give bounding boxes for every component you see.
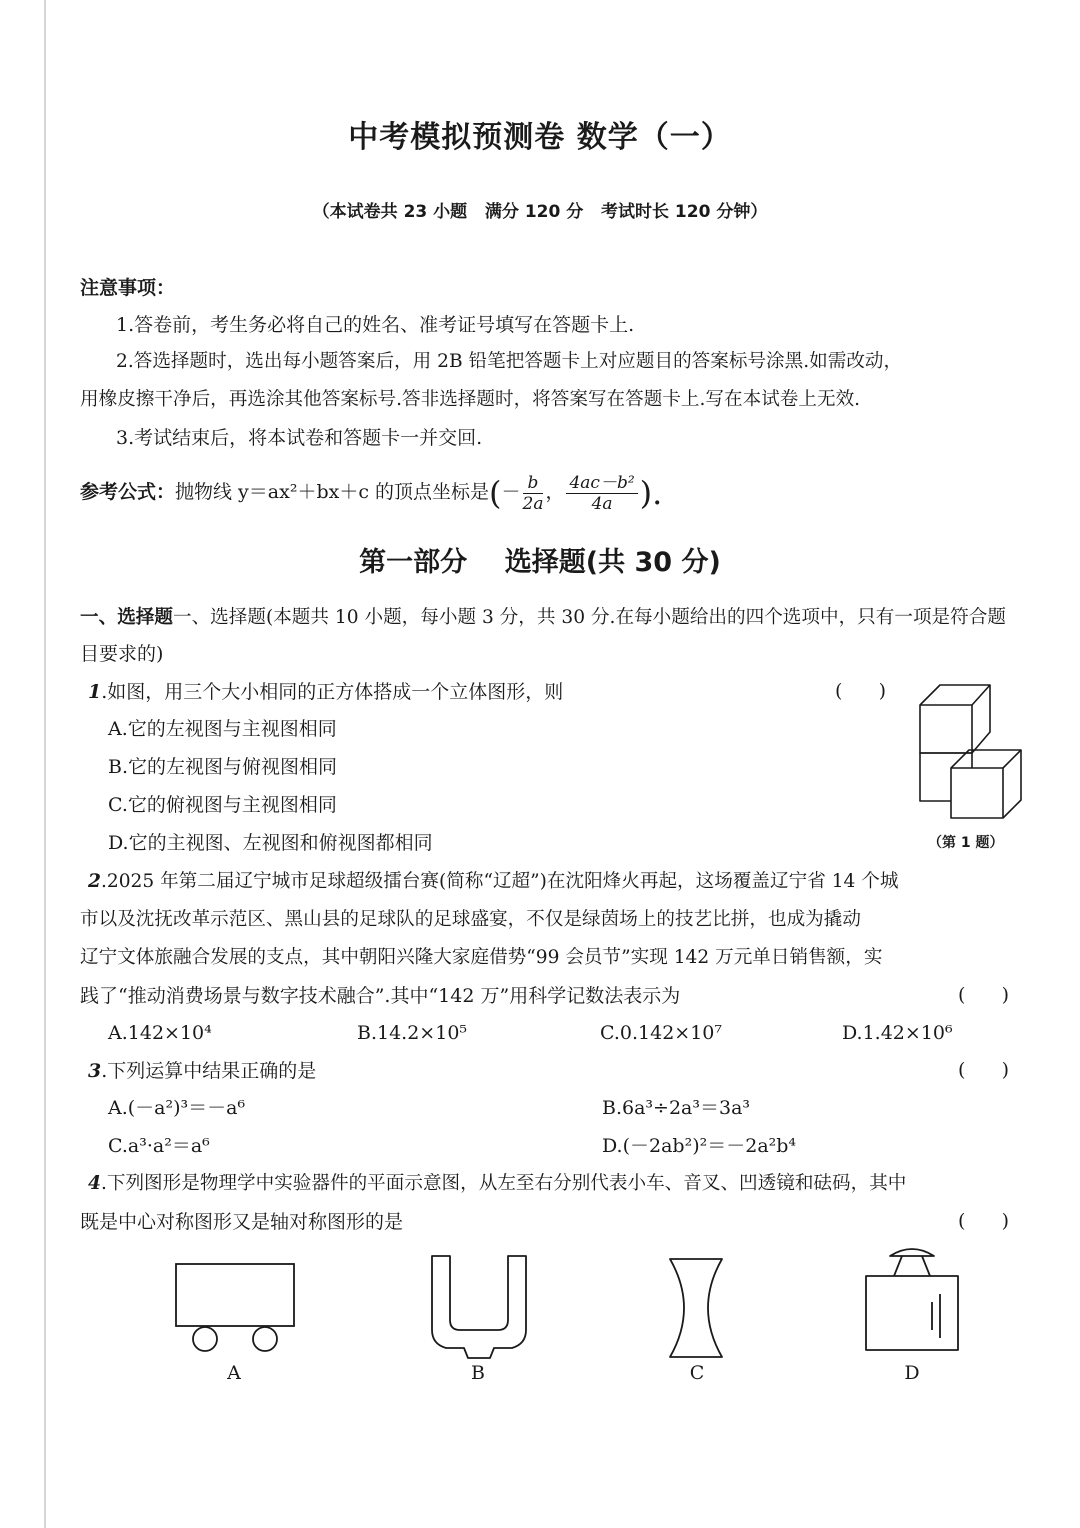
q3-option-d: D.(－2ab²)²＝－2a²b⁴	[602, 1135, 797, 1157]
concave-lens-figure	[666, 1256, 726, 1360]
tuning-fork-figure	[428, 1252, 530, 1360]
part-one-title: 第一部分 选择题(共 30 分)	[359, 547, 721, 578]
instr-text: 一、选择题(本题共 10 小题，每小题 3 分，共 30 分.在每小题给出的四个选项中，只有一项是符合题	[172, 607, 1006, 628]
weight-figure	[862, 1244, 962, 1360]
q2-stem-line-4: 践了“推动消费场景与数字技术融合”.其中“142 万”用科学记数法表示为	[80, 985, 681, 1007]
frac2-denominator: 4a	[591, 493, 613, 514]
notice-item-3: 3.考试结束后，将本试卷和答题卡一并交回.	[116, 427, 483, 449]
notice-item-2-line-2: 用橡皮擦干净后，再选涂其他答案标号.答非选择题时，将答案写在答题卡上.写在本试卷上无效.	[80, 389, 861, 410]
q1-option-d: D.它的主视图、左视图和俯视图都相同	[108, 832, 433, 854]
q4-answer-paren: ( )	[958, 1210, 1010, 1232]
q4-stem-line-1	[88, 1172, 906, 1196]
q3-stem	[88, 1059, 316, 1083]
cart-figure	[172, 1260, 302, 1360]
q2-option-c: C.0.142×10⁷	[600, 1022, 723, 1044]
frac1-numerator: b	[523, 473, 544, 494]
q2-answer-paren: ( )	[958, 984, 1010, 1006]
formula-close-paren: ).	[639, 474, 663, 512]
fraction-b-over-2a	[523, 473, 544, 514]
q2-number: 2	[88, 871, 101, 892]
q1-stem	[88, 680, 563, 704]
q1-figure-caption: （第 1 题）	[928, 835, 1004, 851]
q3-option-a: A.(－a²)³＝－a⁶	[108, 1097, 246, 1119]
q3-option-b: B.6a³÷2a³＝3a³	[602, 1097, 751, 1119]
notice-heading: 注意事项：	[80, 277, 176, 299]
q3-stem-text: .下列运算中结果正确的是	[101, 1060, 317, 1082]
exam-title: 中考模拟预测卷 数学（一）	[348, 120, 732, 155]
formula-label: 参考公式：	[80, 481, 176, 503]
q2-stem-line-2: 市以及沈抚改革示范区、黑山县的足球队的足球盛宴，不仅是绿茵场上的技艺比拼，也成为撬动	[80, 909, 861, 930]
section-instructions-line-2: 目要求的)	[80, 643, 164, 665]
q1-option-c: C.它的俯视图与主视图相同	[108, 794, 337, 816]
frac2-numerator: 4ac－b²	[566, 473, 637, 494]
formula-open-paren: (	[489, 474, 502, 512]
q4-figure-label-c: C	[689, 1362, 705, 1384]
q1-answer-paren: ( )	[835, 680, 887, 702]
exam-subtitle: （本试卷共 23 小题 满分 120 分 考试时长 120 分钟）	[312, 202, 768, 222]
q2-option-d: D.1.42×10⁶	[842, 1022, 953, 1044]
q4-stem-line-2: 既是中心对称图形又是轴对称图形的是	[80, 1211, 404, 1233]
q1-cubes-figure	[915, 680, 1030, 825]
q3-option-c: C.a³·a²＝a⁶	[108, 1135, 210, 1157]
formula-text: 抛物线 y＝ax²＋bx＋c 的顶点坐标是	[175, 481, 490, 503]
q3-answer-paren: ( )	[958, 1059, 1010, 1081]
q4-figure-label-a: A	[227, 1362, 241, 1384]
fraction-4ac-b2-over-4a	[566, 473, 637, 514]
q1-option-a: A.它的左视图与主视图相同	[108, 718, 337, 740]
formula-comma: ，	[545, 481, 565, 503]
q4-number: 4	[88, 1173, 101, 1194]
q2-option-b: B.14.2×10⁵	[357, 1022, 468, 1044]
binding-edge	[44, 0, 46, 1528]
q1-option-b: B.它的左视图与俯视图相同	[108, 756, 338, 778]
q2-stem-line-1	[88, 870, 898, 894]
notice-item-1: 1.答卷前，考生务必将自己的姓名、准考证号填写在答题卡上.	[116, 314, 635, 336]
q2-stem-line-3: 辽宁文体旅融合发展的支点，其中朝阳兴隆大家庭借势“99 会员节”实现 142 万元单日销售额，实	[80, 947, 883, 968]
q3-number: 3	[88, 1060, 102, 1082]
section-instructions-line-1: 一、选择题一、选择题(本题共 10 小题，每小题 3 分，共 30 分.在每小题给出的四个选项中，只有一项是符合题	[80, 607, 1006, 628]
q1-number: 1	[88, 681, 102, 703]
q1-stem-text: .如图，用三个大小相同的正方体搭成一个立体图形，则	[101, 681, 564, 703]
q4-figure-label-b: B	[471, 1362, 485, 1384]
formula-minus: －	[501, 481, 521, 503]
reference-formula	[80, 470, 662, 515]
q4-line-1-text: .下列图形是物理学中实验器件的平面示意图，从左至右分别代表小车、音叉、凹透镜和砝码，其中	[100, 1173, 907, 1194]
q2-line-1-text: .2025 年第二届辽宁城市足球超级擂台赛(简称“辽超”)在沈阳烽火再起，这场覆盖辽宁省 14 个城	[100, 871, 899, 892]
q2-option-a: A.142×10⁴	[108, 1022, 212, 1044]
q4-figure-label-d: D	[904, 1362, 920, 1384]
frac1-denominator: 2a	[522, 493, 544, 514]
notice-item-2-line-1: 2.答选择题时，选出每小题答案后，用 2B 铅笔把答题卡上对应题目的答案标号涂黑.如需改动，	[116, 351, 903, 372]
